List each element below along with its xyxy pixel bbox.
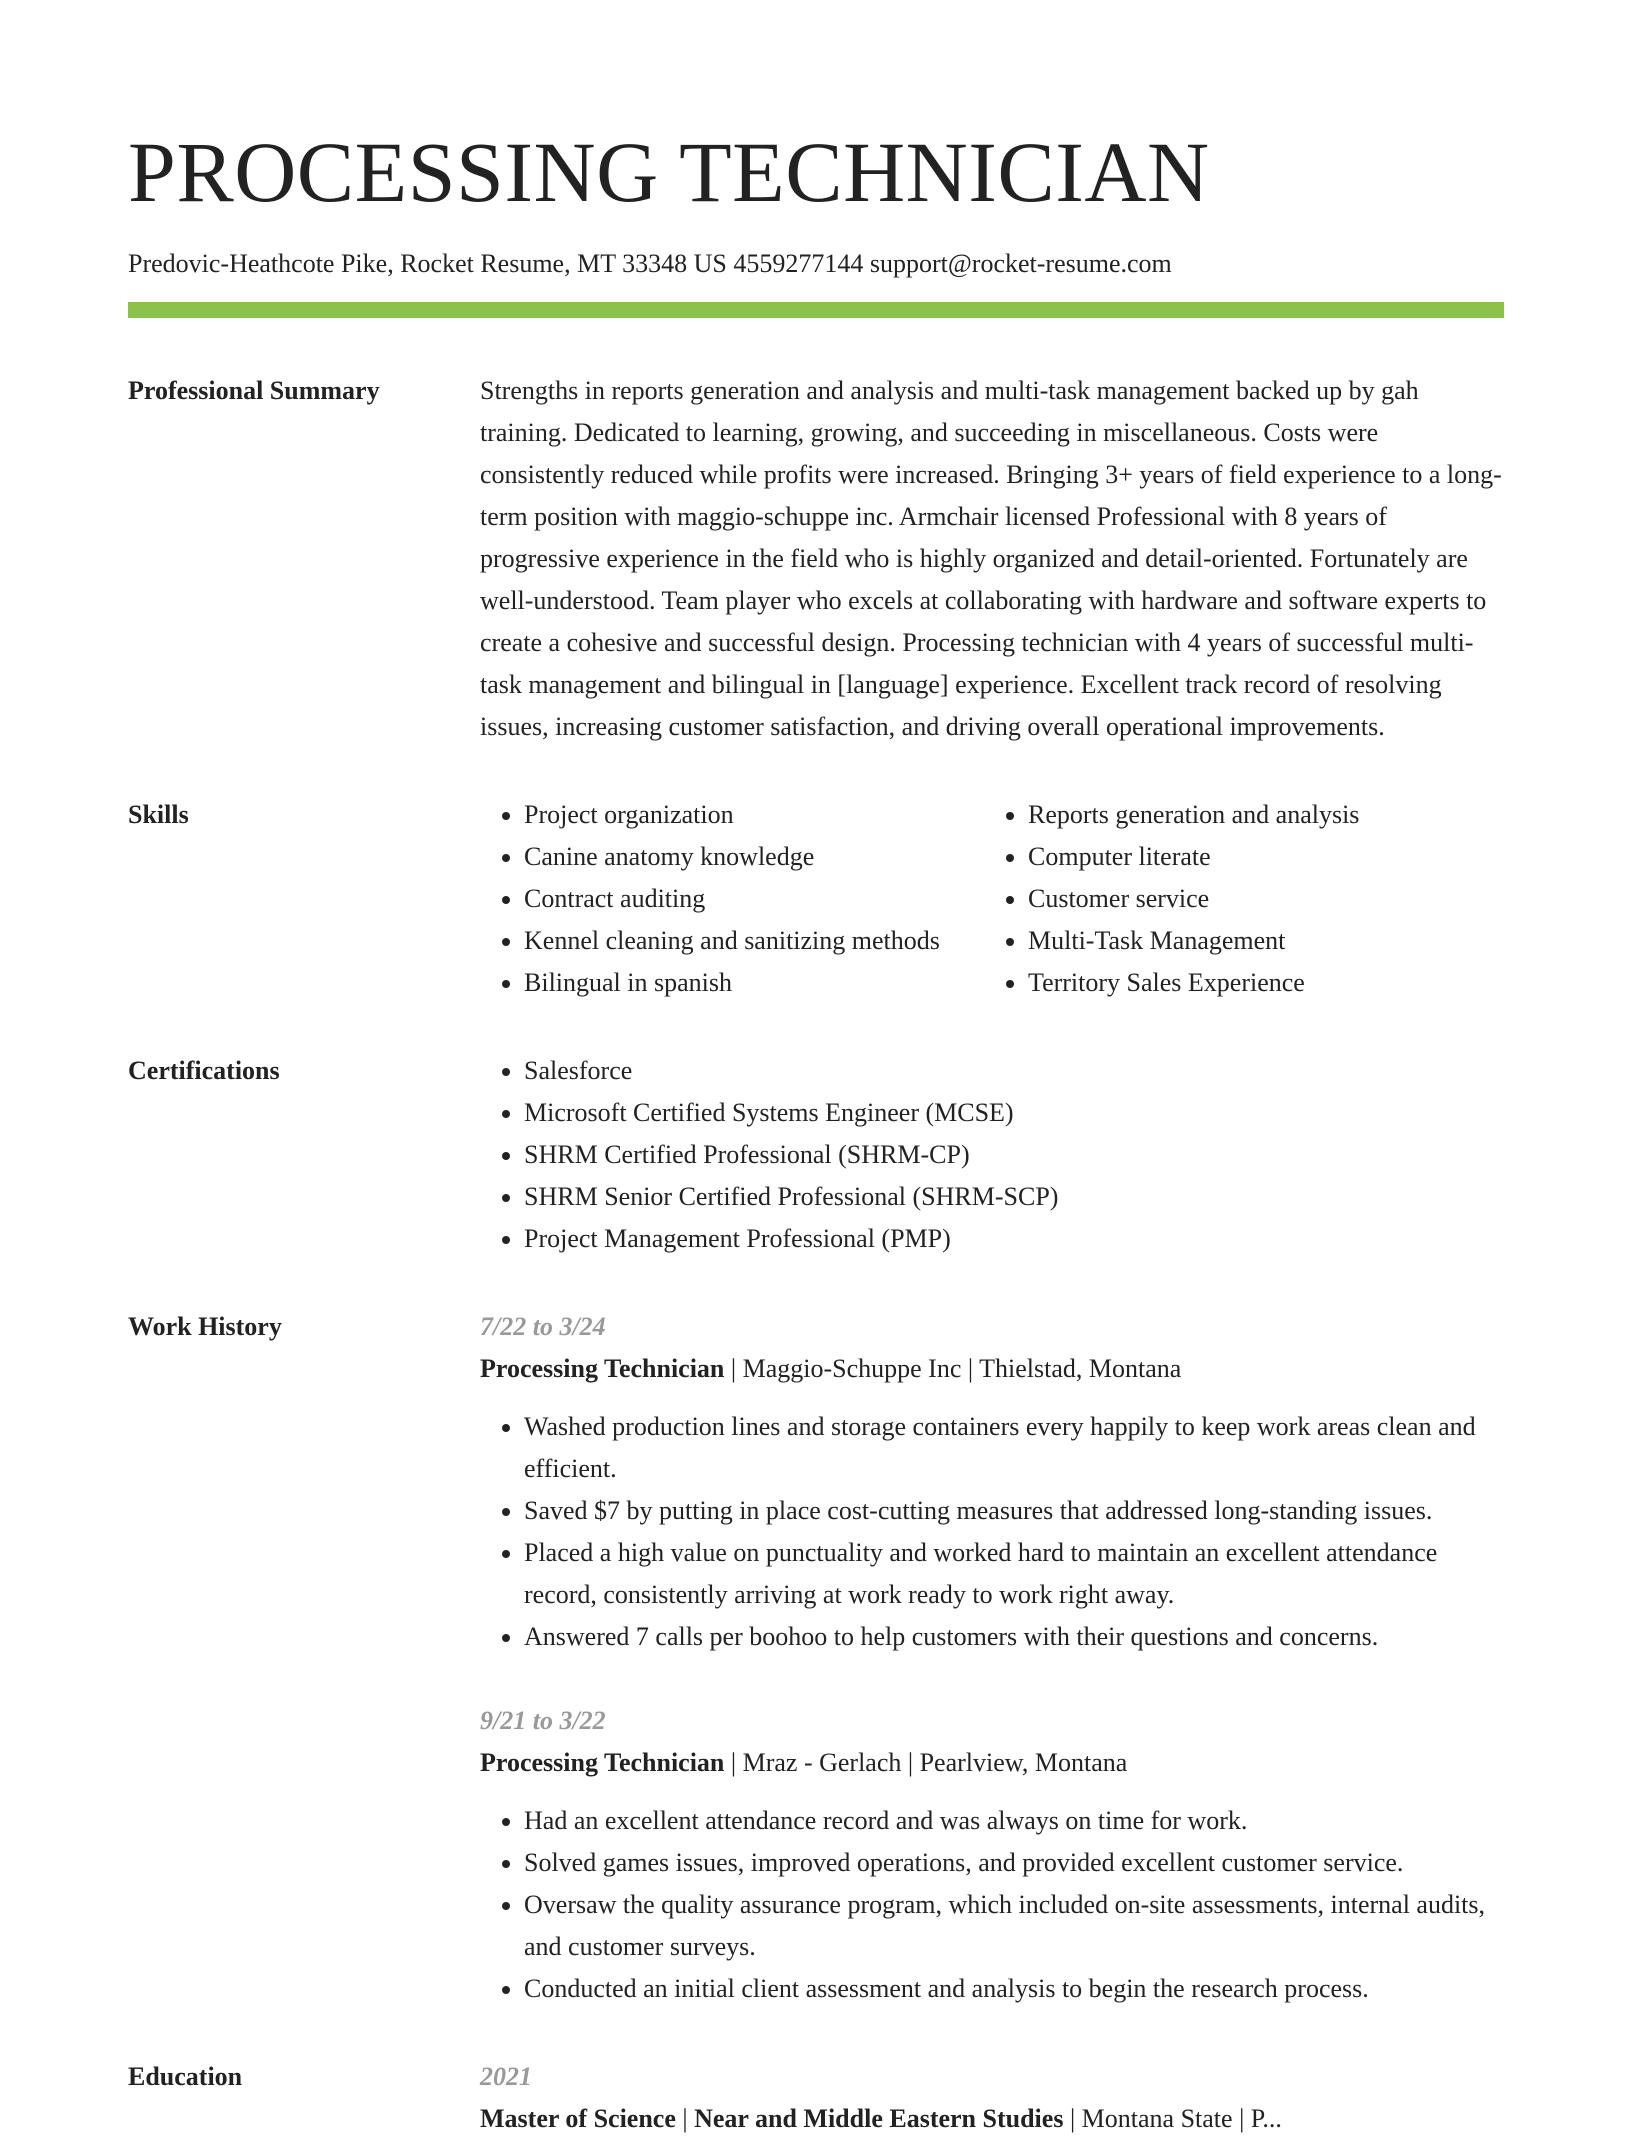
resume-page	[128, 0, 1504, 2140]
skill-item: • Contract auditing	[524, 878, 984, 920]
summary-section	[128, 370, 1504, 748]
job-bullet: • Saved $7 by putting in place cost-cutting measures that addressed long-standing issues.	[524, 1490, 1504, 1532]
work-history-section	[128, 1306, 1504, 2010]
job-dates: 9/21 to 3/22	[480, 1706, 606, 1735]
skill-item: • Kennel cleaning and sanitizing methods	[524, 920, 984, 962]
skill-item: • Computer literate	[1028, 836, 1504, 878]
education-degree: Master of Science	[480, 2104, 676, 2133]
contact-info: Predovic-Heathcote Pike, Rocket Resume, MT 33348 US 4559277144 support@rocket-resume.com	[128, 249, 1172, 278]
job-bullets	[480, 1800, 1504, 2010]
skill-item: • Multi-Task Management	[1028, 920, 1504, 962]
resume-name: PROCESSING TECHNICIAN	[128, 124, 1210, 220]
skill-item: • Project organization	[524, 794, 984, 836]
education-section	[128, 2056, 1504, 2140]
skills-list-left	[480, 794, 984, 1004]
job-title: Processing Technician	[480, 1354, 725, 1383]
job-bullet: • Conducted an initial client assessment and analysis to begin the research process.	[524, 1968, 1504, 2010]
summary-label: Professional Summary	[128, 376, 380, 405]
job-entry	[480, 1306, 1504, 1658]
job-bullet: • Oversaw the quality assurance program, which included on-site assessments, internal audits, and customer surveys.	[524, 1884, 1504, 1968]
skills-section	[128, 794, 1504, 1004]
job-details: | Maggio-Schuppe Inc | Thielstad, Montana	[724, 1354, 1182, 1383]
certification-item: • Salesforce	[524, 1050, 1504, 1092]
job-details: | Mraz - Gerlach | Pearlview, Montana	[724, 1748, 1128, 1777]
education-field: Near and Middle Eastern Studies	[694, 2104, 1064, 2133]
summary-body	[480, 370, 1504, 748]
skill-item: • Customer service	[1028, 878, 1504, 920]
job-heading	[480, 1348, 1504, 1390]
certification-item: • Microsoft Certified Systems Engineer (MCSE)	[524, 1092, 1504, 1134]
skill-item: • Canine anatomy knowledge	[524, 836, 984, 878]
education-body	[480, 2056, 1504, 2140]
skill-item: • Reports generation and analysis	[1028, 794, 1504, 836]
certification-item: • SHRM Certified Professional (SHRM-CP)	[524, 1134, 1504, 1176]
job-entry	[480, 1700, 1504, 2010]
work-history-label: Work History	[128, 1312, 282, 1341]
certifications-section	[128, 1050, 1504, 1260]
job-bullets	[480, 1406, 1504, 1658]
skill-item: • Bilingual in spanish	[524, 962, 984, 1004]
job-bullet: • Solved games issues, improved operations, and provided excellent customer service.	[524, 1842, 1504, 1884]
job-title: Processing Technician	[480, 1748, 725, 1777]
education-heading	[480, 2098, 1504, 2140]
summary-text: Strengths in reports generation and analysis and multi-task management backed up by gah training. Dedicated to learning, growing, and succeeding in miscellaneous. Costs were consistently reduced while profits were increased. Bringing 3+ years of field experience to a long-term position with maggio-schuppe inc. Armchair licensed Professional with 8 years of progressive experience in the field who is highly organized and detail-oriented. Fortunately are well-understood. Team player who excels at collaborating with hardware and software experts to create a cohesive and successful design. Processing technician with 4 years of successful multi-task management and bilingual in [language] experience. Excellent track record of resolving issues, increasing customer satisfaction, and driving overall operational improvements.	[480, 376, 1502, 741]
certifications-body	[480, 1050, 1504, 1260]
certification-item: • Project Management Professional (PMP)	[524, 1218, 1504, 1260]
certification-item: • SHRM Senior Certified Professional (SHRM-SCP)	[524, 1176, 1504, 1218]
certifications-label: Certifications	[128, 1056, 280, 1085]
work-history-body	[480, 1306, 1504, 2010]
job-bullet: • Answered 7 calls per boohoo to help customers with their questions and concerns.	[524, 1616, 1504, 1658]
skills-body	[480, 794, 1504, 1004]
header-divider	[128, 302, 1504, 318]
job-heading	[480, 1742, 1504, 1784]
education-label: Education	[128, 2062, 243, 2091]
job-bullet: • Placed a high value on punctuality and worked hard to maintain an excellent attendance record, consistently arriving at work ready to work right away.	[524, 1532, 1504, 1616]
skills-label: Skills	[128, 800, 189, 829]
certifications-list	[480, 1050, 1504, 1260]
job-dates: 7/22 to 3/24	[480, 1312, 606, 1341]
skills-list-right	[984, 794, 1504, 1004]
job-bullet: • Washed production lines and storage containers every happily to keep work areas clean and efficient.	[524, 1406, 1504, 1490]
job-bullet: • Had an excellent attendance record and was always on time for work.	[524, 1800, 1504, 1842]
skill-item: • Territory Sales Experience	[1028, 962, 1504, 1004]
education-year: 2021	[480, 2062, 532, 2091]
education-school: | Montana State | P...	[1063, 2104, 1282, 2133]
education-separator: |	[675, 2104, 695, 2133]
